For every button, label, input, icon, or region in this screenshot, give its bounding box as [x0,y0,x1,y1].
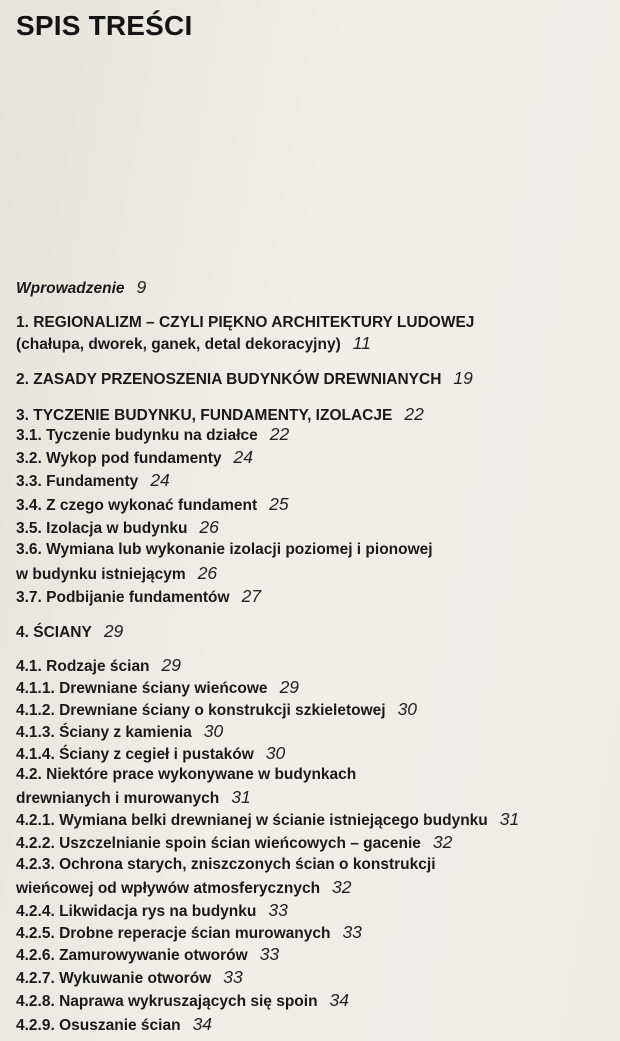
toc-page-number: 22 [269,424,290,444]
toc-page-number: 32 [332,877,352,897]
toc-page-number: 24 [233,447,254,467]
toc-entry-text: (chałupa, dworek, ganek, detal dekoracyjny) [16,336,341,353]
toc-entry-text: wieńcowej od wpływów atmosferycznych [16,880,321,897]
toc-entry-text: drewnianych i murowanych [16,790,220,807]
toc-page-number: 19 [453,368,473,388]
toc-entry-text: 4.1.3. Ściany z kamienia [16,724,192,741]
toc-page-number: 29 [103,621,124,641]
toc-page-number: 31 [499,809,520,829]
toc-page-number: 33 [268,900,288,920]
toc-page-number: 29 [161,655,181,675]
toc-page-number: 32 [432,832,453,852]
toc-entry-text: 4. ŚCIANY [16,624,92,641]
toc-entry-text: 1. REGIONALIZM – CZYLI PIĘKNO ARCHITEKTURY LUDOWEJ [16,314,475,331]
toc-entry [16,368,473,390]
toc-page-number: 26 [199,517,219,537]
toc-entry [16,494,289,516]
toc-page-number: 11 [352,333,371,353]
toc-entry [16,832,452,854]
toc-entry-text: 4.2.3. Ochrona starych, zniszczonych ścian o konstrukcji [16,856,436,873]
toc-entry [16,277,146,299]
toc-entry [16,517,219,539]
toc-page-number: 24 [150,470,170,490]
toc-entry [16,621,123,643]
toc-page-number: 30 [397,699,418,719]
toc-page-number: 34 [192,1014,213,1034]
toc-entry-text: 3.5. Izolacja w budynku [16,520,188,537]
toc-entry-text: 4.2.2. Uszczelnianie spoin ścian wieńcowych – gacenie [16,835,421,852]
toc-page-number: 34 [329,990,350,1010]
toc-entry-text: 3.2. Wykop pod fundamenty [16,450,222,467]
toc-page-number: 29 [279,677,300,697]
toc-entry-text: 4.1.2. Drewniane ściany o konstrukcji szkieletowej [16,702,386,719]
page-title: SPIS TREŚCI [16,10,193,41]
toc-page-number: 33 [259,944,280,964]
toc-entry-text: 4.2. Niektóre prace wykonywane w budynkach [16,766,357,783]
toc-entry [16,990,349,1012]
toc-entry [16,809,519,831]
toc-page-number: 26 [197,563,218,583]
toc-entry [16,1014,212,1036]
toc-entry [16,677,299,699]
toc-entry [16,944,279,966]
toc-entry-text: 4.2.6. Zamurowywanie otworów [16,947,248,964]
toc-entry [16,765,356,785]
toc-page-number: 25 [269,494,289,514]
toc-entry [16,699,417,721]
toc-entry [16,404,424,426]
toc-entry [16,787,251,809]
toc-page-number: 33 [223,967,243,987]
toc-entry-text: 4.1.1. Drewniane ściany wieńcowe [16,680,268,697]
toc-entry-text: 4.1. Rodzaje ścian [16,658,150,675]
toc-entry [16,313,474,333]
toc-entry [16,900,288,922]
toc-entry-text: 4.1.4. Ściany z cegieł i pustaków [16,746,254,763]
toc-entry-text: 3. TYCZENIE BUDYNKU, FUNDAMENTY, IZOLACJE [16,407,393,424]
toc-entry-text: 4.2.4. Likwidacja rys na budynku [16,903,257,920]
toc-entry [16,877,352,899]
toc-entry [16,922,362,944]
toc-entry-text: 3.4. Z czego wykonać fundament [16,497,258,514]
toc-page-number: 30 [265,743,286,763]
toc-entry-text: Wprowadzenie [16,280,125,297]
toc-page-number: 27 [241,586,262,606]
toc-page-number: 33 [342,922,362,942]
toc-entry-text: 3.3. Fundamenty [16,473,139,490]
toc-entry-text: 4.2.7. Wykuwanie otworów [16,970,212,987]
toc-entry-text: 3.1. Tyczenie budynku na działce [16,427,258,444]
toc-entry [16,424,289,446]
toc-entry [16,470,170,492]
toc-entry-text: 4.2.1. Wymiana belki drewnianej w ścianie istniejącego budynku [16,812,488,829]
toc-entry [16,721,223,743]
toc-entry [16,743,285,765]
toc-entry-text: 4.2.8. Naprawa wykruszających się spoin [16,993,318,1010]
toc-entry [16,540,433,560]
toc-page-number: 30 [203,721,224,741]
toc-entry [16,333,371,355]
toc-entry-text: 3.7. Podbijanie fundamentów [16,589,230,606]
toc-page-number: 31 [231,787,251,807]
toc-entry [16,563,217,585]
toc-entry [16,655,181,677]
toc-entry-text: w budynku istniejącym [16,566,186,583]
toc-entry-text: 3.6. Wymiana lub wykonanie izolacji poziomej i pionowej [16,541,433,558]
toc-entry [16,855,436,875]
toc-entry-text: 4.2.5. Drobne reperacje ścian murowanych [16,925,331,942]
toc-entry-text: 4.2.9. Osuszanie ścian [16,1017,181,1034]
toc-entry [16,586,261,608]
toc-entry [16,447,253,469]
toc-entry-text: 2. ZASADY PRZENOSZENIA BUDYNKÓW DREWNIANYCH [16,371,442,388]
toc-page-number: 22 [404,404,424,424]
toc-entry [16,967,243,989]
toc-page-number: 9 [136,277,147,297]
